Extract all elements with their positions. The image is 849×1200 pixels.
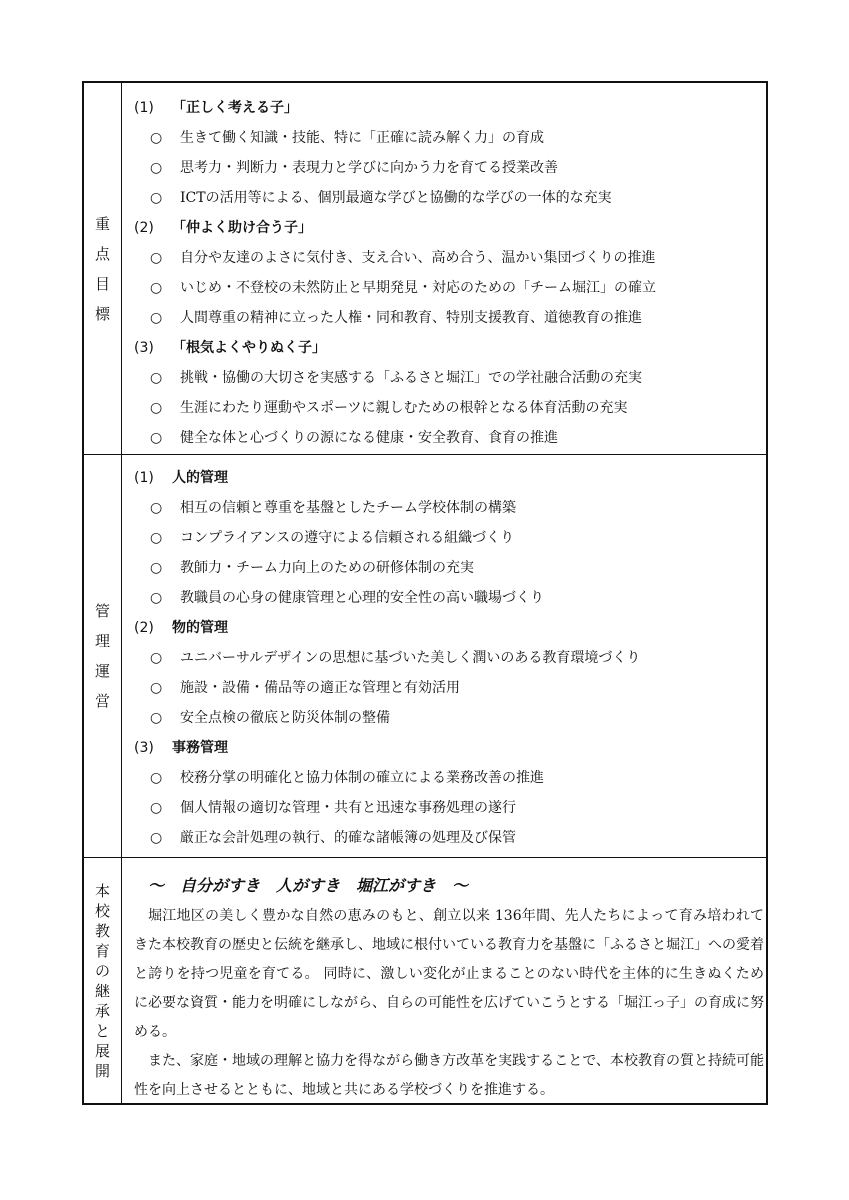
circle-bullet-icon: ○ [150, 530, 163, 546]
item-text: 個人情報の適切な管理・共有と迅速な事務処理の遂行 [180, 800, 516, 816]
policy-table [82, 81, 768, 1105]
label-char: 継 [94, 981, 110, 1000]
group-number: (2) [134, 620, 154, 636]
circle-bullet-icon: ○ [150, 590, 163, 606]
section-label [84, 83, 122, 454]
section-label [84, 858, 122, 1103]
section-management [84, 455, 766, 858]
label-char: 重 [94, 214, 110, 233]
list-item [134, 363, 766, 393]
label-char: 本 [94, 881, 110, 900]
circle-bullet-icon: ○ [150, 370, 163, 386]
label-char: 目 [94, 274, 110, 293]
item-text: ユニバーサルデザインの思想に基づいた美しく潤いのある教育環境づくり [180, 650, 641, 666]
circle-bullet-icon: ○ [150, 830, 163, 846]
circle-bullet-icon: ○ [150, 710, 163, 726]
circle-bullet-icon: ○ [150, 250, 163, 266]
item-text: 自分や友達のよさに気付き、支え合い、高め合う、温かい集団づくりの推進 [180, 250, 656, 266]
circle-bullet-icon: ○ [150, 500, 163, 516]
list-item [134, 643, 766, 673]
circle-bullet-icon: ○ [150, 800, 163, 816]
item-text: 厳正な会計処理の執行、的確な諸帳簿の処理及び保管 [180, 830, 516, 846]
list-item [134, 273, 766, 303]
paragraph: 堀江地区の美しく豊かな自然の恵みのもと、創立以来 136年間、先人たちによって育み培われてきた本校教育の歴史と伝統を継承し、地域に根付いている教育力を基盤に「ふるさと堀江」への愛着と誇りを持つ児童を育てる。 同時に、激しい変化が止まることのない時代を主体的に生きぬくために必要な資質・能力を明確にしながら、自らの可能性を広げていこうとする「堀江っ子」の育成に努める。 [134, 908, 764, 1040]
group-number: (2) [134, 220, 154, 236]
label-char: と [94, 1021, 110, 1040]
label-char: 開 [94, 1061, 110, 1080]
list-item [134, 823, 766, 853]
label-char: 標 [94, 304, 110, 323]
list-item [134, 553, 766, 583]
label-char: 点 [94, 244, 110, 263]
group-heading [134, 333, 766, 363]
list-item [134, 393, 766, 423]
section-heritage [84, 858, 766, 1103]
label-char: の [94, 961, 110, 980]
section-label [84, 455, 122, 857]
circle-bullet-icon: ○ [150, 430, 163, 446]
group-number: (1) [134, 100, 154, 116]
circle-bullet-icon: ○ [150, 400, 163, 416]
list-item [134, 583, 766, 613]
item-text: ICTの活用等による、個別最適な学びと協働的な学びの一体的な充実 [180, 190, 612, 206]
group-title: 「仲よく助け合う子」 [172, 220, 312, 236]
list-item [134, 523, 766, 553]
circle-bullet-icon: ○ [150, 560, 163, 576]
list-item [134, 153, 766, 183]
circle-bullet-icon: ○ [150, 310, 163, 326]
list-item [134, 703, 766, 733]
list-item [134, 673, 766, 703]
group-heading [134, 463, 766, 493]
item-text: 相互の信頼と尊重を基盤としたチーム学校体制の構築 [180, 500, 516, 516]
list-item [134, 793, 766, 823]
label-char: 運 [94, 662, 110, 680]
group-number: (3) [134, 340, 154, 356]
list-item [134, 763, 766, 793]
group-title: 事務管理 [172, 740, 228, 756]
label-char: 校 [94, 901, 110, 920]
circle-bullet-icon: ○ [150, 680, 163, 696]
group-heading [134, 733, 766, 763]
item-text: 思考力・判断力・表現力と学びに向かう力を育てる授業改善 [180, 160, 558, 176]
section-content [122, 83, 766, 454]
list-item [134, 303, 766, 333]
item-text: 安全点検の徹底と防災体制の整備 [180, 710, 390, 726]
group-title: 人的管理 [172, 470, 228, 486]
section-content [122, 455, 766, 857]
label-char: 承 [94, 1001, 110, 1020]
section-content [122, 858, 766, 1103]
list-item [134, 123, 766, 153]
item-text: 教職員の心身の健康管理と心理的安全性の高い職場づくり [180, 590, 544, 606]
label-char: 展 [94, 1041, 110, 1060]
group-heading [134, 93, 766, 123]
item-text: 挑戦・協働の大切さを実感する「ふるさと堀江」での学社融合活動の充実 [180, 370, 642, 386]
item-text: 健全な体と心づくりの源になる健康・安全教育、食育の推進 [180, 430, 558, 446]
circle-bullet-icon: ○ [150, 280, 163, 296]
circle-bullet-icon: ○ [150, 650, 163, 666]
label-char: 教 [94, 921, 110, 940]
label-char: 理 [94, 632, 110, 650]
item-text: 校務分掌の明確化と協力体制の確立による業務改善の推進 [180, 770, 544, 786]
group-heading [134, 613, 766, 643]
circle-bullet-icon: ○ [150, 130, 163, 146]
group-title: 「正しく考える子」 [172, 100, 298, 116]
list-item [134, 423, 766, 453]
circle-bullet-icon: ○ [150, 160, 163, 176]
school-motto: ～ 自分がすき 人がすき 堀江がすき ～ [148, 876, 469, 895]
list-item [134, 493, 766, 523]
item-text: いじめ・不登校の未然防止と早期発見・対応のための「チーム堀江」の確立 [180, 280, 656, 296]
circle-bullet-icon: ○ [150, 770, 163, 786]
item-text: 教師力・チーム力向上のための研修体制の充実 [180, 560, 474, 576]
group-heading [134, 213, 766, 243]
item-text: コンプライアンスの遵守による信頼される組織づくり [180, 530, 515, 546]
circle-bullet-icon: ○ [150, 190, 163, 206]
group-number: (3) [134, 740, 154, 756]
item-text: 生きて働く知識・技能、特に「正確に読み解く力」の育成 [180, 130, 544, 146]
item-text: 人間尊重の精神に立った人権・同和教育、特別支援教育、道徳教育の推進 [180, 310, 642, 326]
label-char: 管 [94, 602, 110, 620]
list-item [134, 183, 766, 213]
list-item [134, 243, 766, 273]
group-number: (1) [134, 470, 154, 486]
group-title: 物的管理 [172, 620, 228, 636]
group-title: 「根気よくやりぬく子」 [172, 340, 326, 356]
paragraph: また、家庭・地域の理解と協力を得ながら働き方改革を実践することで、本校教育の質と持続可能性を向上させるとともに、地域と共にある学校づくりを推進する。 [134, 1053, 764, 1098]
item-text: 施設・設備・備品等の適正な管理と有効活用 [180, 680, 460, 696]
section-priority-goals [84, 83, 766, 455]
item-text: 生涯にわたり運動やスポーツに親しむための根幹となる体育活動の充実 [180, 400, 628, 416]
label-char: 育 [94, 941, 110, 960]
label-char: 営 [94, 692, 110, 710]
